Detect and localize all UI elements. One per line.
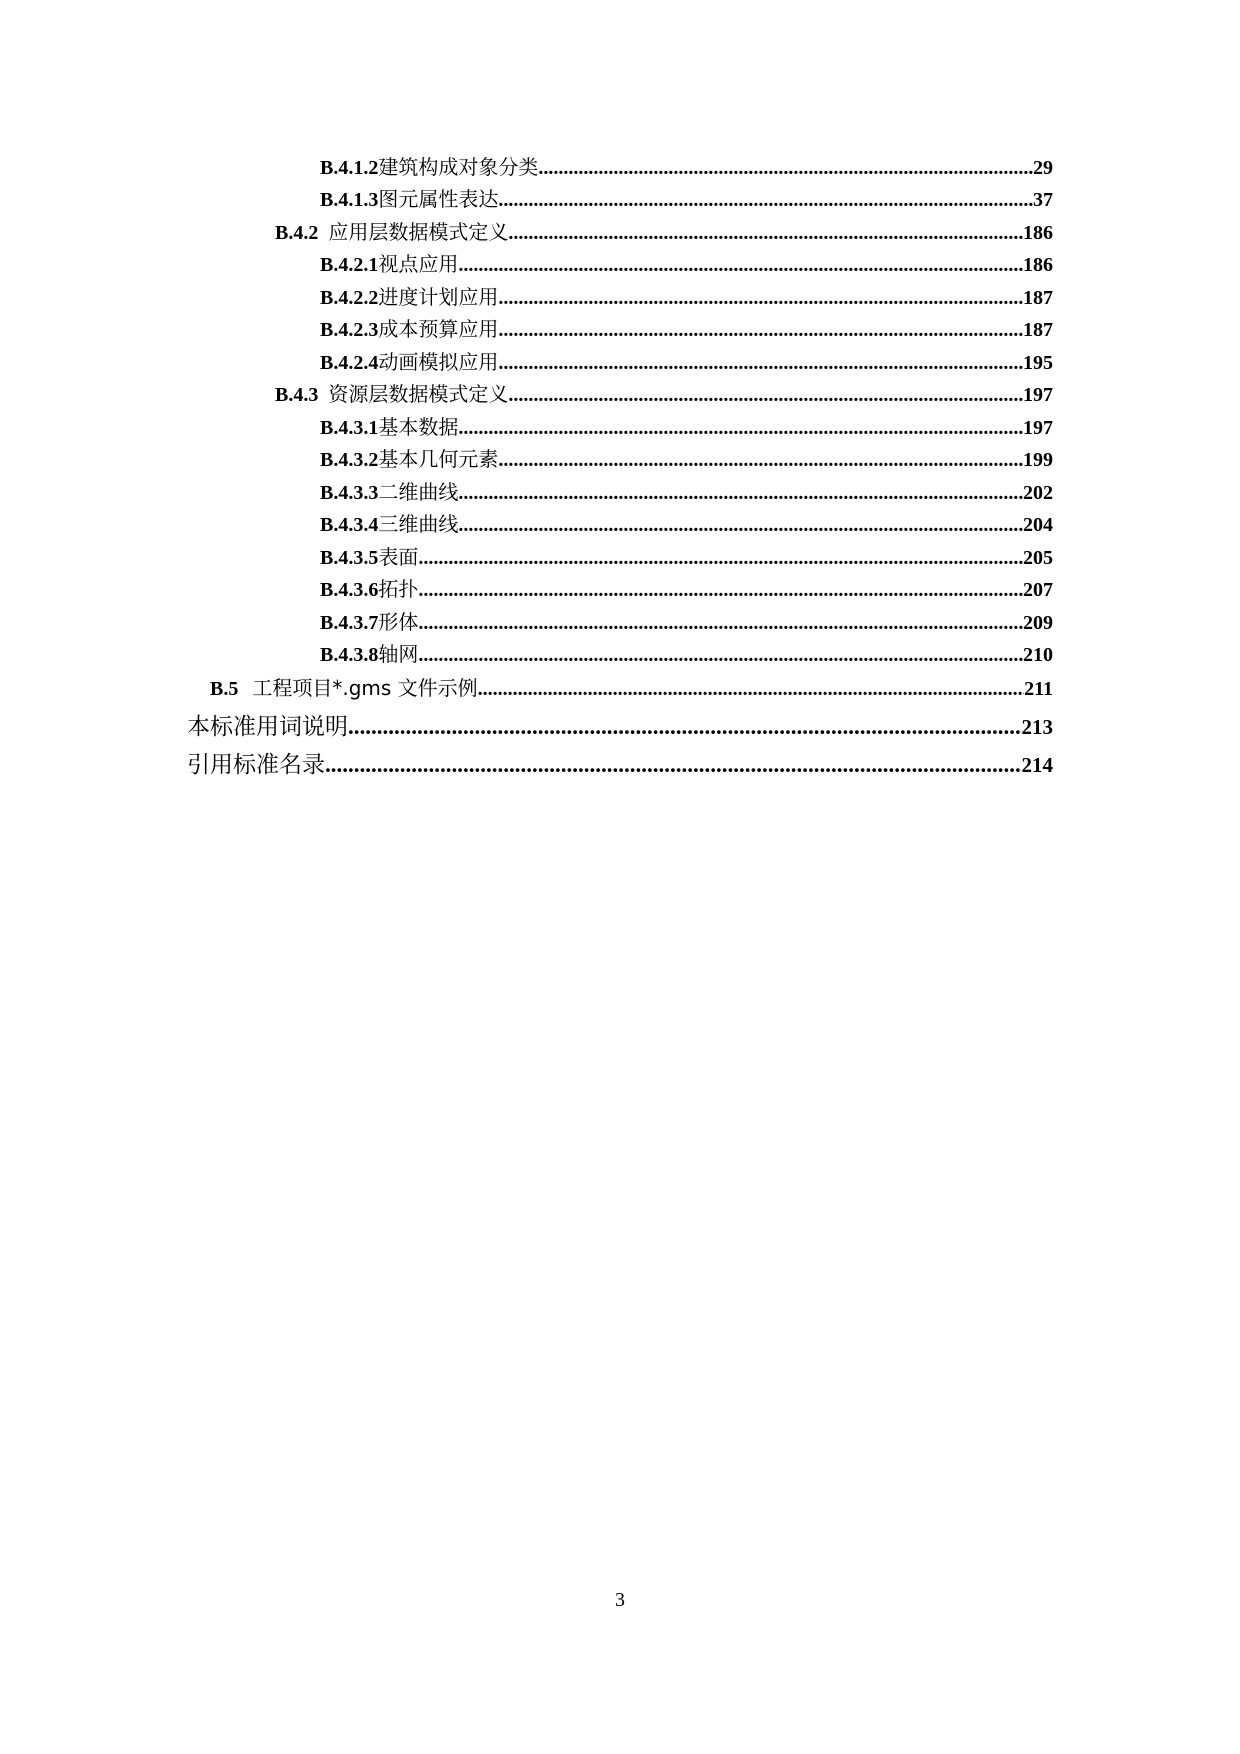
toc-entry-number: B.4.2 <box>275 222 319 244</box>
toc-entry-number: B.4.3.4 <box>320 514 379 536</box>
toc-entry-number: B.4.3.5 <box>320 547 379 569</box>
toc-leader-dots <box>508 382 1023 407</box>
toc-entry-number: B.5 <box>210 678 239 700</box>
toc-leader-dots <box>478 676 1024 701</box>
toc-leader-dots <box>538 155 1033 180</box>
toc-leader-dots <box>418 577 1023 602</box>
toc-leader-dots <box>418 610 1023 635</box>
toc-entry-title: 基本数据 <box>378 415 459 439</box>
toc-entry-page: 197 <box>1023 384 1053 406</box>
toc-entry-title: 进度计划应用 <box>378 285 499 309</box>
toc-leader-dots <box>325 752 1022 778</box>
toc-leader-dots <box>418 545 1023 570</box>
toc-entry-number: B.4.2.4 <box>320 352 379 374</box>
toc-entry-title: 基本几何元素 <box>378 447 499 471</box>
toc-entry-number: B.4.3.7 <box>320 612 379 634</box>
toc-entry[interactable] <box>320 573 1053 603</box>
toc-entry-page: 211 <box>1024 678 1053 700</box>
toc-entry-title: 形体 <box>378 610 419 634</box>
toc-entry-page: 195 <box>1023 352 1053 374</box>
toc-leader-dots <box>458 512 1023 537</box>
toc-entry-page: 213 <box>1021 715 1053 739</box>
toc-entry-page: 209 <box>1023 612 1053 634</box>
page-number: 3 <box>615 1589 625 1611</box>
toc-entry-number: B.4.3.3 <box>320 482 379 504</box>
toc-entry[interactable] <box>320 638 1053 668</box>
toc-leader-dots <box>498 285 1023 310</box>
toc-entry-page: 205 <box>1023 547 1053 569</box>
toc-entry-title: 引用标准名录 <box>187 752 325 778</box>
toc-entry-number: B.4.3.2 <box>320 449 379 471</box>
toc-entry-page: 214 <box>1021 753 1053 777</box>
toc-entry-number: B.4.3.1 <box>320 417 379 439</box>
toc-entry-title: 应用层数据模式定义 <box>328 220 509 244</box>
toc-leader-dots <box>458 415 1023 440</box>
toc-entry[interactable] <box>320 248 1053 278</box>
toc-entry-title: 本标准用词说明 <box>187 714 348 740</box>
toc-entry[interactable] <box>275 378 1053 408</box>
toc-entry-page: 197 <box>1023 417 1053 439</box>
toc-entry-number: B.4.2.1 <box>320 254 379 276</box>
toc-entry-number: B.4.3 <box>275 384 319 406</box>
toc-leader-dots <box>498 187 1033 212</box>
toc-entry[interactable] <box>320 346 1053 376</box>
toc-entry-title: 资源层数据模式定义 <box>328 382 509 406</box>
toc-leader-dots <box>498 350 1023 375</box>
toc-entry-page: 202 <box>1023 482 1053 504</box>
toc-entry-number: B.4.3.8 <box>320 644 379 666</box>
toc-leader-dots <box>498 317 1023 342</box>
toc-entry-title: 轴网 <box>378 642 419 666</box>
toc-leader-dots <box>348 714 1022 740</box>
toc-entry-number: B.4.2.3 <box>320 319 379 341</box>
toc-entry-page: 187 <box>1023 319 1053 341</box>
toc-entry[interactable] <box>320 183 1053 213</box>
toc-entry-title: 工程项目*.gms 文件示例 <box>252 676 478 700</box>
toc-entry-title: 三维曲线 <box>378 512 459 536</box>
toc-entry-title: 建筑构成对象分类 <box>378 155 539 179</box>
toc-leader-dots <box>458 252 1023 277</box>
toc-entry[interactable] <box>320 443 1053 473</box>
toc-entry[interactable] <box>210 672 1053 702</box>
toc-entry[interactable] <box>187 746 1053 780</box>
toc-entry-page: 210 <box>1023 644 1053 666</box>
toc-entry-page: 186 <box>1023 254 1053 276</box>
toc-entry-title: 成本预算应用 <box>378 317 499 341</box>
toc-entry-title: 拓扑 <box>378 577 419 601</box>
toc-entry[interactable] <box>320 541 1053 571</box>
toc-entry[interactable] <box>320 606 1053 636</box>
toc-entry-page: 187 <box>1023 287 1053 309</box>
toc-entry-title: 二维曲线 <box>378 480 459 504</box>
toc-leader-dots <box>498 447 1023 472</box>
toc-entry-title: 动画模拟应用 <box>378 350 499 374</box>
toc-entry-number: B.4.1.3 <box>320 189 379 211</box>
toc-entry[interactable] <box>320 313 1053 343</box>
toc-entry-title: 表面 <box>378 545 419 569</box>
toc-entry[interactable] <box>320 476 1053 506</box>
toc-entry-number: B.4.3.6 <box>320 579 379 601</box>
toc-entry[interactable] <box>187 708 1053 742</box>
toc-leader-dots <box>458 480 1023 505</box>
toc-entry[interactable] <box>320 151 1053 181</box>
toc-entry-page: 37 <box>1033 189 1053 211</box>
toc-entry[interactable] <box>320 281 1053 311</box>
toc-entry[interactable] <box>320 508 1053 538</box>
toc-entry-page: 204 <box>1023 514 1053 536</box>
toc-entry-page: 186 <box>1023 222 1053 244</box>
toc-leader-dots <box>508 220 1023 245</box>
toc-entry-number: B.4.1.2 <box>320 157 379 179</box>
toc-entry-number: B.4.2.2 <box>320 287 379 309</box>
toc-entry-page: 207 <box>1023 579 1053 601</box>
toc-entry-title: 图元属性表达 <box>378 187 499 211</box>
toc-entry-page: 29 <box>1033 157 1053 179</box>
toc-entry-title: 视点应用 <box>378 252 459 276</box>
toc-entry[interactable] <box>320 411 1053 441</box>
toc-entry[interactable] <box>275 216 1053 246</box>
toc-entry-page: 199 <box>1023 449 1053 471</box>
toc-leader-dots <box>418 642 1023 667</box>
